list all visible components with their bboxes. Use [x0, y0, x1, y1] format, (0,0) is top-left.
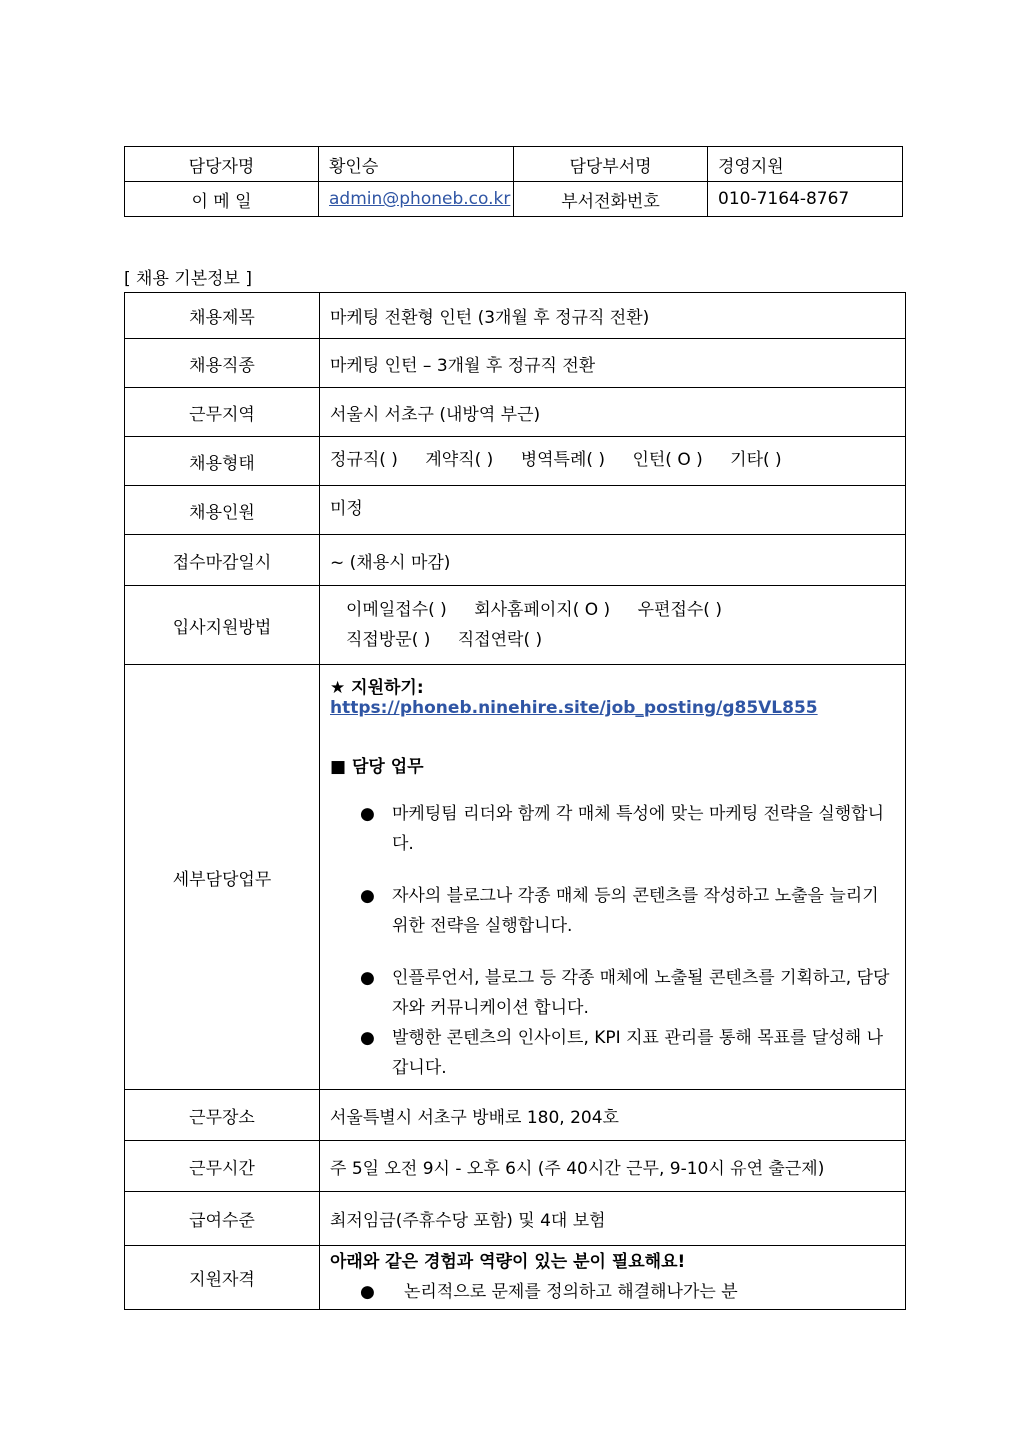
email-cell: [319, 182, 514, 217]
hours-label: 근무시간: [125, 1141, 320, 1192]
option-other: 기타( ): [730, 450, 782, 470]
title-label: 채용제목: [125, 293, 320, 339]
hours-value: 주 5일 오전 9시 - 오후 6시 (주 40시간 근무, 9-10시 유연 출근제): [320, 1141, 906, 1192]
list-item: [330, 799, 893, 859]
headcount-value: 미정: [320, 486, 906, 535]
bullet-icon: ●: [360, 1028, 375, 1048]
deadline-value: ~ (채용시 마감): [320, 535, 906, 586]
bullet-icon: ●: [360, 804, 375, 824]
bullet-icon: ●: [360, 886, 375, 906]
manager-name: 황인승: [319, 147, 514, 182]
bullet-icon: ●: [360, 1282, 375, 1302]
apply-method-line-2: [330, 625, 895, 655]
duty-text: 마케팅팀 리더와 함께 각 매체 특성에 맞는 마케팅 전략을 실행합니다.: [392, 804, 885, 854]
duties-label: 세부담당업무: [125, 665, 320, 1090]
section-title: [ 채용 기본정보 ]: [124, 269, 253, 289]
row-salary: [125, 1192, 906, 1246]
title-value: 마케팅 전환형 인턴 (3개월 후 정규직 전환): [320, 293, 906, 339]
employment-options: [320, 437, 906, 486]
option-military: 병역특례( ): [520, 450, 606, 470]
duty-text: 발행한 콘텐츠의 인사이트, KPI 지표 관리를 통해 목표를 달성해 나갑니다.: [392, 1028, 884, 1078]
headcount-label: 채용인원: [125, 486, 320, 535]
option-regular: 정규직( ): [330, 450, 398, 470]
contact-table: [124, 146, 903, 217]
duty-list: [330, 799, 893, 1083]
duty-text: 자사의 블로그나 각종 매체 등의 콘텐츠를 작성하고 노출을 늘리기 위한 전략을 실행합니다.: [392, 886, 879, 936]
row-deadline: [125, 535, 906, 586]
salary-value: 최저임금(주휴수당 포함) 및 4대 보험: [320, 1192, 906, 1246]
email-label: 이 메 일: [125, 182, 319, 217]
employment-label: 채용형태: [125, 437, 320, 486]
job-info-table: [124, 292, 906, 1310]
workplace-value: 서울특별시 서초구 방배로 180, 204호: [320, 1090, 906, 1141]
row-workplace: [125, 1090, 906, 1141]
option-contract: 계약직( ): [425, 450, 494, 470]
deadline-label: 접수마감일시: [125, 535, 320, 586]
list-item: [330, 1276, 895, 1308]
apply-method-options: [320, 586, 906, 665]
row-location: [125, 388, 906, 437]
row-employment: [125, 437, 906, 486]
job-type-label: 채용직종: [125, 339, 320, 388]
contact-row-1: [125, 147, 903, 182]
job-type-value: 마케팅 인턴 – 3개월 후 정규직 전환: [320, 339, 906, 388]
row-duties: [125, 665, 906, 1090]
apply-link[interactable]: https://phoneb.ninehire.site/job_posting/g85VL855: [330, 698, 818, 718]
location-label: 근무지역: [125, 388, 320, 437]
row-headcount: [125, 486, 906, 535]
apply-method-line-1: [330, 595, 895, 625]
apply-line: [330, 673, 893, 718]
duty-text: 인플루언서, 블로그 등 각종 매체에 노출될 콘텐츠를 기획하고, 담당자와 커뮤니케이션 합니다.: [392, 968, 890, 1018]
manager-label: 담당자명: [125, 147, 319, 182]
list-item: [330, 881, 893, 941]
duty-heading: ■ 담당 업무: [330, 757, 424, 777]
duties-content: [320, 665, 906, 1090]
qualification-label: 지원자격: [125, 1246, 320, 1310]
contact-row-2: [125, 182, 903, 217]
option-homepage: 회사홈페이지( O ): [474, 600, 611, 620]
dept-label: 담당부서명: [514, 147, 708, 182]
apply-prefix: ★ 지원하기:: [330, 678, 424, 698]
salary-label: 급여수준: [125, 1192, 320, 1246]
apply-method-label: 입사지원방법: [125, 586, 320, 665]
list-item: [330, 963, 893, 1023]
row-job-type: [125, 339, 906, 388]
location-value: 서울시 서초구 (내방역 부근): [320, 388, 906, 437]
qualification-heading: 아래와 같은 경험과 역량이 있는 분이 필요해요!: [330, 1252, 686, 1272]
row-apply-method: [125, 586, 906, 665]
phone-label: 부서전화번호: [514, 182, 708, 217]
bullet-icon: ●: [360, 968, 375, 988]
option-intern: 인턴( O ): [632, 450, 703, 470]
option-email: 이메일접수( ): [346, 600, 447, 620]
list-item: [330, 1023, 893, 1083]
workplace-label: 근무장소: [125, 1090, 320, 1141]
dept-name: 경영지원: [708, 147, 903, 182]
qualification-content: [320, 1246, 906, 1310]
option-contact: 직접연락( ): [457, 630, 543, 650]
row-qualification: [125, 1246, 906, 1310]
option-mail: 우편접수( ): [637, 600, 722, 620]
phone-number: 010-7164-8767: [708, 182, 903, 217]
row-title: [125, 293, 906, 339]
option-visit: 직접방문( ): [346, 630, 431, 650]
qualification-text: 논리적으로 문제를 정의하고 해결해나가는 분: [404, 1282, 738, 1302]
email-link[interactable]: admin@phoneb.co.kr: [329, 189, 511, 209]
row-hours: [125, 1141, 906, 1192]
